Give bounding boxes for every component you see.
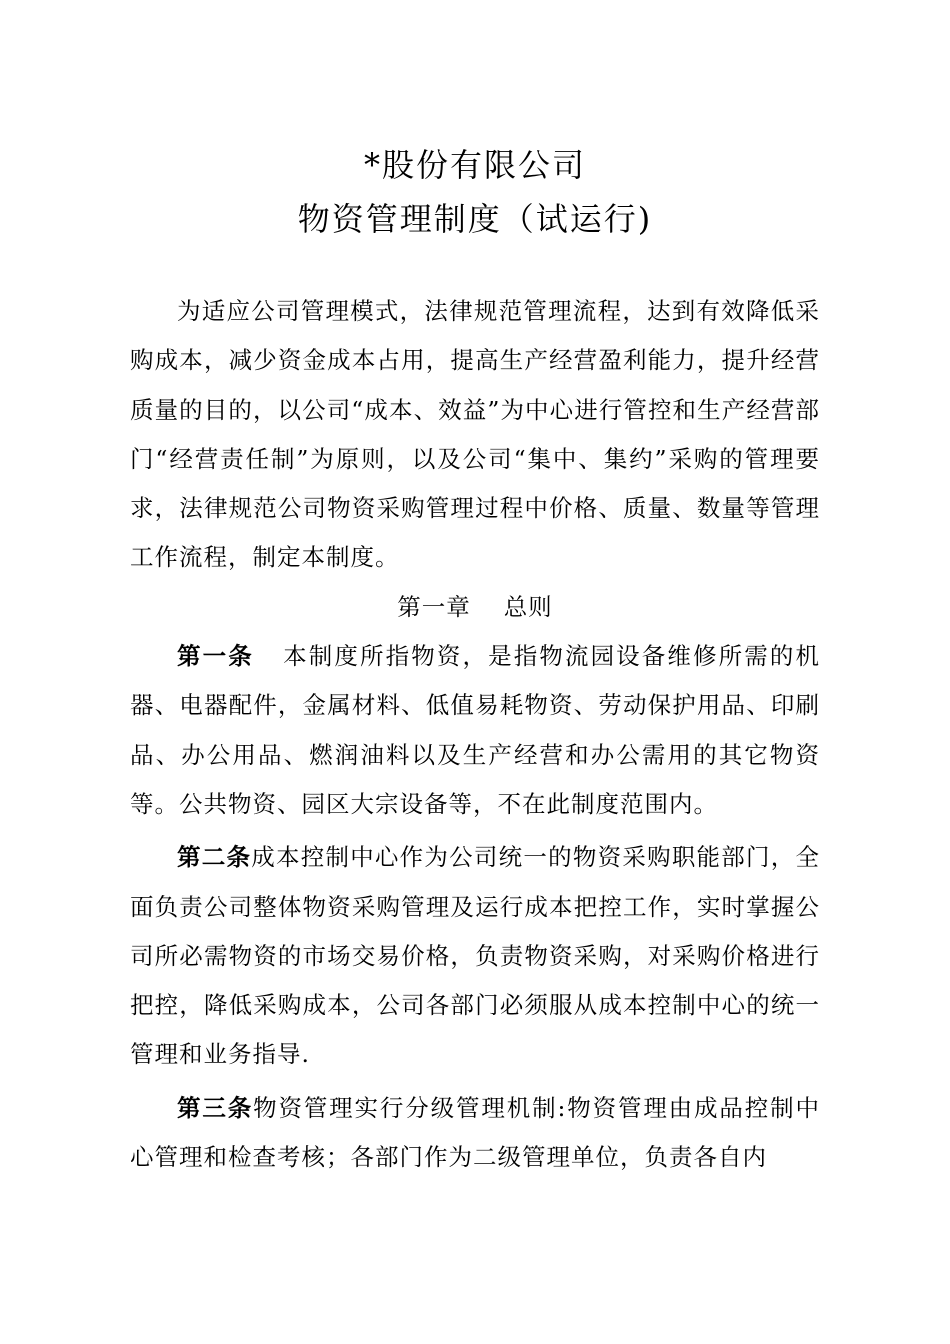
article-3-text: 物资管理实行分级管理机制:物资管理由成品控制中心管理和检查考核；各部门作为二级管理单位，负责各自内 [130,1093,820,1172]
article-2-label: 第二条 [177,843,252,872]
article-2 [130,833,820,1079]
article-3 [130,1084,820,1183]
company-title: *股份有限公司 [363,146,586,184]
article-1 [130,632,820,829]
title-block [0,140,950,244]
intro-paragraph: 为适应公司管理模式，法律规范管理流程，达到有效降低采购成本，减少资金成本占用，提高生产经营盈利能力，提升经营质量的目的，以公司“成本、效益”为中心进行管控和生产经营部门“经营责任制”为原则，以及公司“集中、集约”采购的管理要求，法律规范公司物资采购管理过程中价格、质量、数量等管理工作流程，制定本制度。 [130,297,820,572]
article-2-text: 成本控制中心作为公司统一的物资采购职能部门，全面负责公司整体物资采购管理及运行成本把控工作，实时掌握公司所必需物资的市场交易价格，负责物资采购，对采购价格进行把控，降低采购成本，公司各部门必须服从成本控制中心的统一管理和业务指导. [130,843,821,1069]
chapter-heading [130,583,820,632]
document-title: 物资管理制度（试运行) [297,200,653,238]
article-3-label: 第三条 [177,1093,254,1122]
chapter-name: 总则 [503,592,553,621]
article-1-text: 本制度所指物资，是指物流园设备维修所需的机器、电器配件，金属材料、低值易耗物资、劳动保护用品、印刷品、办公用品、燃润油料以及生产经营和办公需用的其它物资等。公共物资、园区大宗设备等，不在此制度范围内。 [130,642,821,818]
chapter-number: 第一章 [397,592,471,621]
document-body [130,287,820,1182]
article-1-label: 第一条 [177,642,254,671]
